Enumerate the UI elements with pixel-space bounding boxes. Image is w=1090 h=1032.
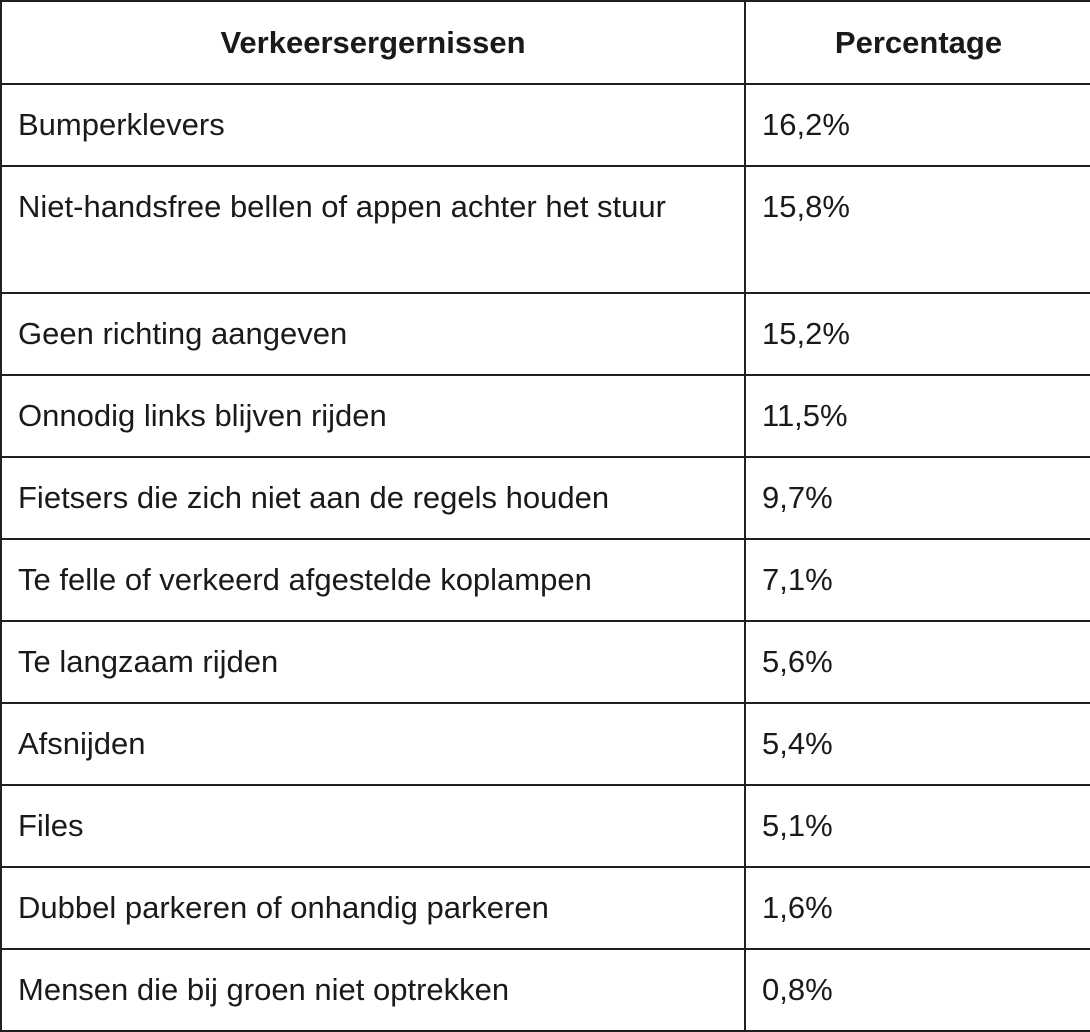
table-row — [1, 785, 1090, 867]
percentage-cell: 5,4% — [745, 703, 1090, 785]
percentage-cell: 16,2% — [745, 84, 1090, 166]
annoyance-cell: Niet-handsfree bellen of appen achter het stuur — [1, 166, 745, 293]
annoyance-cell: Fietsers die zich niet aan de regels houden — [1, 457, 745, 539]
column-header-percentage: Percentage — [745, 1, 1090, 84]
annoyance-cell: Te felle of verkeerd afgestelde koplampen — [1, 539, 745, 621]
table-row — [1, 375, 1090, 457]
percentage-cell: 15,2% — [745, 293, 1090, 375]
annoyance-cell: Geen richting aangeven — [1, 293, 745, 375]
table-row — [1, 867, 1090, 949]
annoyance-cell: Onnodig links blijven rijden — [1, 375, 745, 457]
percentage-cell: 7,1% — [745, 539, 1090, 621]
percentage-cell: 1,6% — [745, 867, 1090, 949]
percentage-cell: 5,6% — [745, 621, 1090, 703]
table-row — [1, 166, 1090, 293]
table-row — [1, 703, 1090, 785]
percentage-cell: 15,8% — [745, 166, 1090, 293]
table-row — [1, 949, 1090, 1031]
table-row — [1, 293, 1090, 375]
annoyance-cell: Afsnijden — [1, 703, 745, 785]
table-row — [1, 457, 1090, 539]
annoyance-cell: Files — [1, 785, 745, 867]
column-header-annoyance: Verkeersergernissen — [1, 1, 745, 84]
percentage-cell: 11,5% — [745, 375, 1090, 457]
annoyance-cell: Mensen die bij groen niet optrekken — [1, 949, 745, 1031]
annoyance-cell: Dubbel parkeren of onhandig parkeren — [1, 867, 745, 949]
percentage-cell: 9,7% — [745, 457, 1090, 539]
annoyance-cell: Bumperklevers — [1, 84, 745, 166]
table-row — [1, 84, 1090, 166]
table-row — [1, 539, 1090, 621]
percentage-cell: 0,8% — [745, 949, 1090, 1031]
table-header-row — [1, 1, 1090, 84]
annoyance-cell: Te langzaam rijden — [1, 621, 745, 703]
percentage-cell: 5,1% — [745, 785, 1090, 867]
table-row — [1, 621, 1090, 703]
